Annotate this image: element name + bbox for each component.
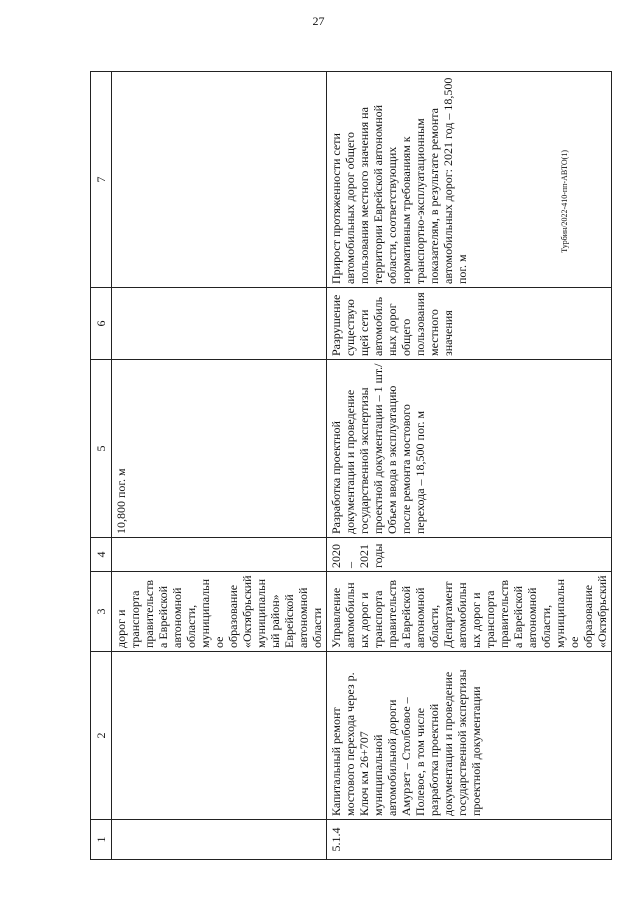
cell-indicator [112,72,327,288]
table-row [327,72,612,860]
cell-indicator: Прирост протяженности сети автомобильных дорог общего пользования местного значения на территории Еврейской автономной области, соответствующих нормативным требованиям к транспортно-эксплуатационным показателям, в результате ремонта автомобильных дорог: 2021 год – 18,500 пог. м [327,72,612,288]
header-cell: 7 [91,72,112,288]
cell-consequence [112,288,327,360]
program-table [90,71,612,860]
page-number: 27 [312,14,325,28]
cell-period: 2020 – 2021 годы [327,538,612,572]
table-row [112,72,327,860]
header-cell: 1 [91,820,112,860]
header-cell: 4 [91,538,112,572]
table-header-row [91,72,112,860]
cell-activity: Капитальный ремонт мостового перехода через р. Ключ км 26+707 муниципальной автомобильной дороги Амурзет – Столбовое – Полевое, в том числе разработка проектной документации и проведение государственной экспертизы проектной документации [327,652,612,820]
cell-consequence: Разрушение существующей сети автомобильных дорог общего пользования местного значения [327,288,612,360]
cell-period [112,538,327,572]
cell-number: 5.1.4 [327,820,612,860]
header-cell: 6 [91,288,112,360]
footer-code: Турбин/2022-410-пп-АВТО(1) [560,150,569,253]
cell-number [112,820,327,860]
cell-responsible: Управление автомобильных дорог и транспорта правительства Еврейской автономной области, Департамент автомобильных дорог и транспорта правительства Еврейской автономной области, муниципальное образование «Октябрьский [327,572,612,652]
cell-responsible: дорог и транспорта правительства Еврейской автономной области, муниципальное образование «Октябрьский муниципальный район» Еврейской автономной области [112,572,327,652]
header-cell: 3 [91,572,112,652]
cell-result: Разработка проектной документации и проведение государственной экспертизы проектной документации – 1 шт./ Объем ввода в эксплуатацию после ремонта мостового перехода – 18,500 пог. м [327,360,612,538]
header-cell: 2 [91,652,112,820]
cell-result: 10,800 пог. м [112,360,327,538]
cell-activity [112,652,327,820]
header-cell: 5 [91,360,112,538]
